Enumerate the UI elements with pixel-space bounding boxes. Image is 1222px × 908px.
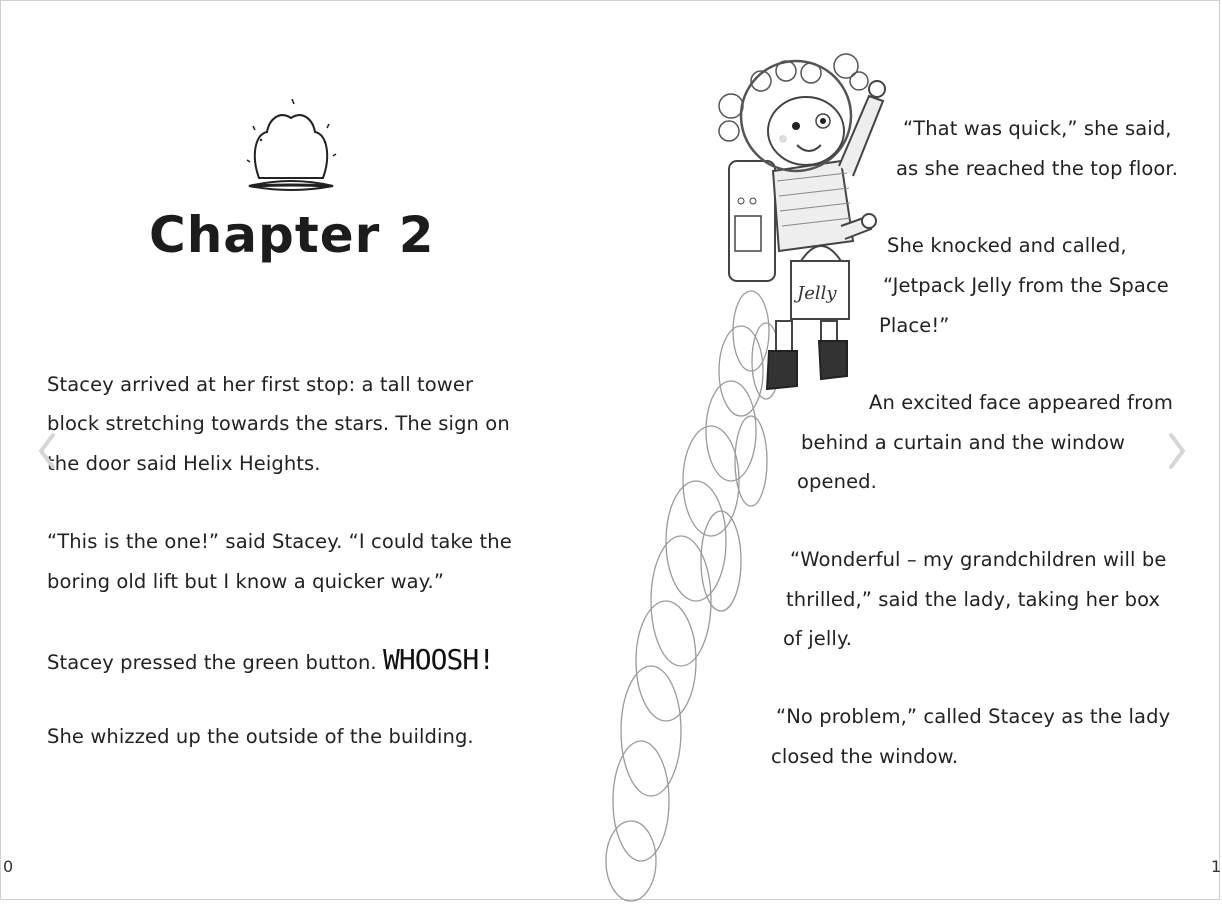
paragraph-line: block stretching towards the stars. The sign on [47,412,510,435]
chapter-title: Chapter 2 [149,206,435,264]
paragraph-line: the door said Helix Heights. [47,452,321,475]
paragraph-line: thrilled,” said the lady, taking her box [786,588,1161,611]
paragraph-line: boring old lift but I know a quicker way.” [47,570,445,593]
paragraph-line: of jelly. [783,627,853,650]
paragraph-line: closed the window. [771,745,959,768]
jelly-dome-icon [241,96,341,196]
paragraph-line: Stacey arrived at her first stop: a tall tower [47,373,474,396]
paragraph-line: Place!” [879,314,950,337]
paragraph-line: “No problem,” called Stacey as the lady [776,705,1171,728]
paragraph-line: She whizzed up the outside of the building. [47,725,474,748]
paragraph-line: She knocked and called, [887,234,1127,257]
chevron-left-icon[interactable] [35,431,59,471]
page-number-right: 1 [1211,857,1222,876]
whoosh-text: WHOOSH! [383,643,495,676]
paragraph-line: “This is the one!” said Stacey. “I could take the [47,530,512,553]
chevron-right-icon[interactable] [1165,431,1189,471]
paragraph-line: as she reached the top floor. [896,157,1179,180]
paragraph-line: “Jetpack Jelly from the Space [883,274,1169,297]
paragraph-text: Stacey pressed the green button. [47,651,377,674]
paragraph-line [47,643,494,676]
bag-label: Jelly [797,283,837,304]
paragraph-line: An excited face appeared from [869,391,1173,414]
paragraph-line: “That was quick,” she said, [903,117,1172,140]
page-number-left: 0 [3,857,14,876]
paragraph-line: behind a curtain and the window [801,431,1126,454]
paragraph-line: “Wonderful – my grandchildren will be [790,548,1167,571]
paragraph-line: opened. [797,470,877,493]
